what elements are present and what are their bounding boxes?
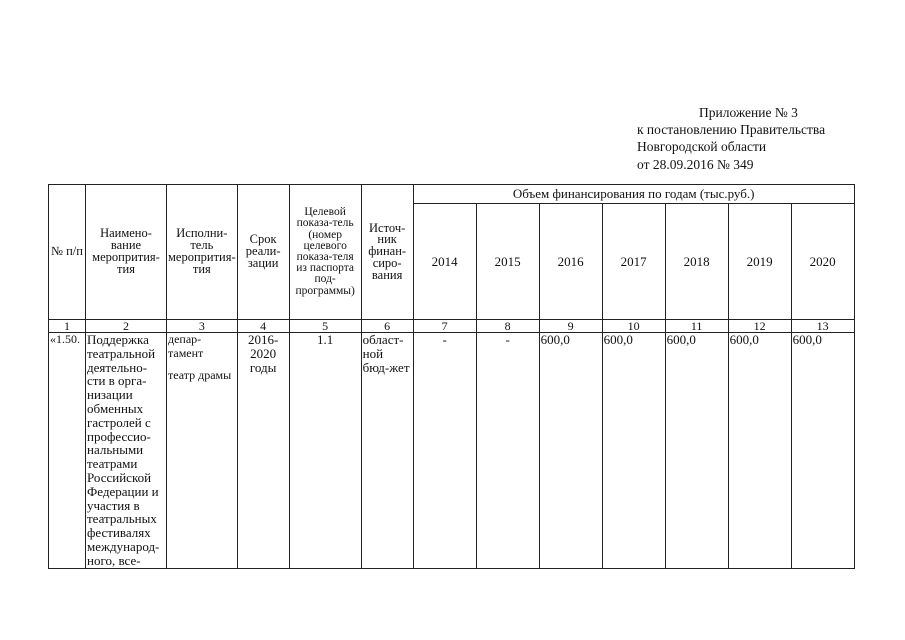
column-number: 10 bbox=[602, 320, 665, 333]
financing-table bbox=[48, 184, 855, 569]
header-year: 2018 bbox=[665, 204, 728, 320]
header-year: 2020 bbox=[791, 204, 854, 320]
appendix-region: Новгородской области bbox=[637, 139, 767, 155]
column-number: 2 bbox=[86, 320, 167, 333]
column-number-row bbox=[49, 320, 855, 333]
header-source: Источ-ник финан-сиро-вания bbox=[361, 185, 413, 320]
row-value-2016: 600,0 bbox=[539, 333, 602, 569]
row-value-2017: 600,0 bbox=[602, 333, 665, 569]
header-year: 2014 bbox=[413, 204, 476, 320]
header-row-top bbox=[49, 185, 855, 204]
appendix-header bbox=[637, 104, 825, 173]
header-name: Наимено-вание меропрития-тия bbox=[86, 185, 167, 320]
column-number: 6 bbox=[361, 320, 413, 333]
row-source: област-ной бюд-жет bbox=[361, 333, 413, 569]
column-number: 8 bbox=[476, 320, 539, 333]
appendix-resolution: к постановлению Правительства bbox=[637, 122, 826, 138]
column-number: 9 bbox=[539, 320, 602, 333]
column-number: 11 bbox=[665, 320, 728, 333]
header-year: 2015 bbox=[476, 204, 539, 320]
row-value-2018: 600,0 bbox=[665, 333, 728, 569]
column-number: 3 bbox=[167, 320, 238, 333]
header-year: 2019 bbox=[728, 204, 791, 320]
header-year: 2016 bbox=[539, 204, 602, 320]
row-activity-name: Поддержка театральной деятельно-сти в орга-низации обменных гастролей с профессио-нальными театрами Российской Федерации и участия в театральных фестивалях международ-ного, все- bbox=[86, 333, 167, 569]
header-financing-group: Объем финансирования по годам (тыс.руб.) bbox=[413, 185, 854, 204]
row-value-2019: 600,0 bbox=[728, 333, 791, 569]
row-number: «1.50. bbox=[49, 333, 86, 569]
header-period: Срок реали-зации bbox=[237, 185, 289, 320]
row-executor-department: депар-тамент bbox=[168, 332, 204, 360]
row-value-2014: - bbox=[413, 333, 476, 569]
row-executor-theatre: театр драмы bbox=[168, 367, 232, 382]
row-value-2015: - bbox=[476, 333, 539, 569]
column-number: 5 bbox=[289, 320, 361, 333]
appendix-title: Приложение № 3 bbox=[699, 105, 798, 120]
column-number: 12 bbox=[728, 320, 791, 333]
header-indicator: Целевой показа-тель (номер целевого показа-теля из паспорта под-программы) bbox=[289, 185, 361, 320]
appendix-date: от 28.09.2016 № 349 bbox=[637, 156, 754, 172]
header-num: № п/п bbox=[49, 185, 86, 320]
header-executor: Исполни-тель меропрития-тия bbox=[167, 185, 238, 320]
column-number: 13 bbox=[791, 320, 854, 333]
column-number: 4 bbox=[237, 320, 289, 333]
column-number: 7 bbox=[413, 320, 476, 333]
row-executor bbox=[167, 333, 238, 569]
row-value-2020: 600,0 bbox=[791, 333, 854, 569]
table-row bbox=[49, 333, 855, 569]
row-period: 2016-2020 годы bbox=[237, 333, 289, 569]
header-year: 2017 bbox=[602, 204, 665, 320]
row-indicator: 1.1 bbox=[289, 333, 361, 569]
column-number: 1 bbox=[49, 320, 86, 333]
